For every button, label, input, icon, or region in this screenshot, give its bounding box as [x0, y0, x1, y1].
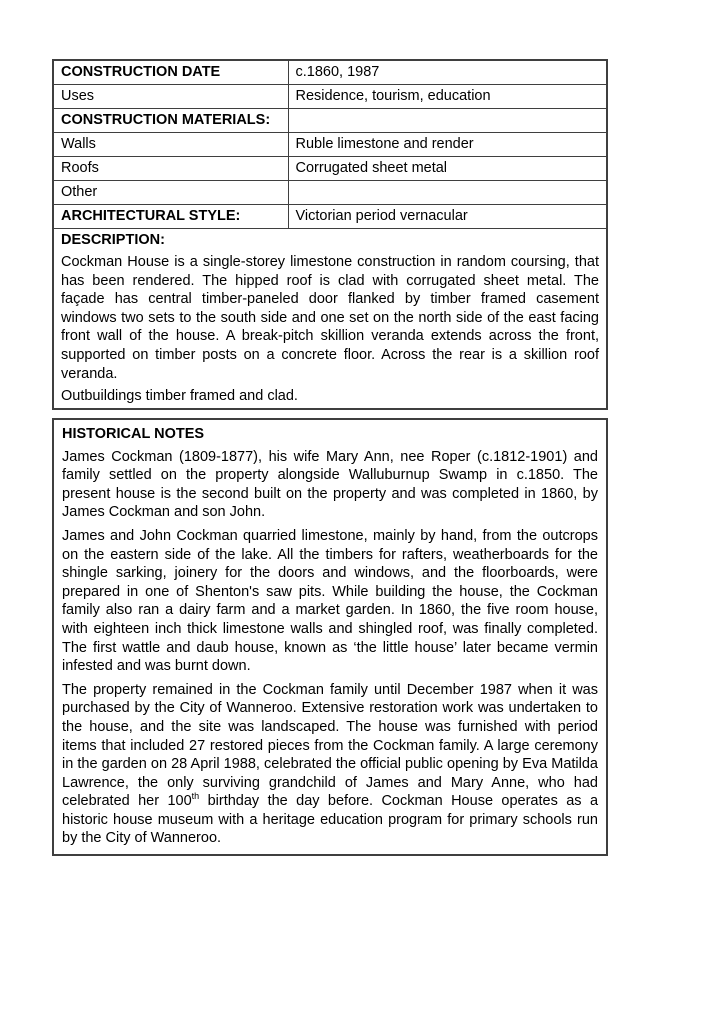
field-label: CONSTRUCTION DATE	[53, 60, 288, 84]
field-label: ARCHITECTURAL STYLE:	[53, 204, 288, 228]
table-row-description	[53, 228, 607, 409]
field-value: Ruble limestone and render	[288, 132, 607, 156]
paragraph-text: The property remained in the Cockman family until December 1987 when it was purchased by the City of Wanneroo. Extensive restoration work was undertaken to the house, and the site was landscaped. The house was furnished with period items that included 27 restored pieces from the Cockman family. A large ceremony in the garden on 28 April 1988, celebrated the official public opening by Eva Matilda Lawrence, the only surviving grandchild of James and Mary Anne, who had celebrated her 100	[62, 681, 598, 810]
field-value: Residence, tourism, education	[288, 84, 607, 108]
historical-notes-paragraph: James and John Cockman quarried limestone, mainly by hand, from the outcrops on the eastern side of the lake. All the timbers for rafters, weatherboards for the shingle sarking, joinery for the doors and windows, and the floorboards, were prepared in one of Shenton's saw pits. While building the house, the Cockman family also ran a dairy farm and a market garden. In 1860, the five room house, with eighteen inch thick limestone walls and shingled roof, was finally completed. The first wattle and daub house, known as ‘the little house’ later became vermin infested and was burnt down.	[62, 527, 598, 675]
ordinal-superscript: th	[191, 791, 200, 802]
paragraph-text: birthday the day before. Cockman House operates as a historic house museum with a heritage education program for primary schools run by the City of Wanneroo.	[62, 793, 599, 847]
description-section	[53, 228, 607, 409]
field-label: Walls	[53, 132, 288, 156]
field-label: Other	[53, 180, 288, 204]
historical-notes-paragraph: James Cockman (1809-1877), his wife Mary Ann, nee Roper (c.1812-1901) and family settled on the property alongside Walluburnup Swamp in c.1850. The present house is the second built on the property and was completed in 1860, by James Cockman and son John.	[62, 448, 598, 521]
field-value: Corrugated sheet metal	[288, 156, 607, 180]
property-details-table	[52, 59, 608, 410]
field-value	[288, 180, 607, 204]
field-value: c.1860, 1987	[288, 60, 607, 84]
description-paragraph: Cockman House is a single-storey limestone construction in random coursing, that has been rendered. The hipped roof is clad with corrugated sheet metal. The façade has central timber-paneled door flanked by timber framed casement windows two sets to the south side and one set on the north side of the east facing front wall of the house. A break-pitch skillion veranda extends across the front, supported on timber posts on a concrete floor. Across the rear is a skillion roof veranda.	[61, 254, 599, 382]
description-heading: DESCRIPTION:	[61, 231, 165, 248]
description-paragraph: Outbuildings timber framed and clad.	[61, 388, 298, 405]
table-row-other	[53, 180, 607, 204]
table-row-walls	[53, 132, 607, 156]
table-row-roofs	[53, 156, 607, 180]
field-label: Roofs	[53, 156, 288, 180]
table-row-construction-date	[53, 60, 607, 84]
table-row-construction-materials	[53, 108, 607, 132]
historical-notes-section	[52, 418, 608, 856]
field-value	[288, 108, 607, 132]
field-value: Victorian period vernacular	[288, 204, 607, 228]
field-label: Uses	[53, 84, 288, 108]
historical-notes-paragraph	[62, 681, 598, 848]
historical-notes-heading: HISTORICAL NOTES	[62, 426, 205, 442]
table-row-architectural-style	[53, 204, 607, 228]
field-label: CONSTRUCTION MATERIALS:	[53, 108, 288, 132]
table-row-uses	[53, 84, 607, 108]
